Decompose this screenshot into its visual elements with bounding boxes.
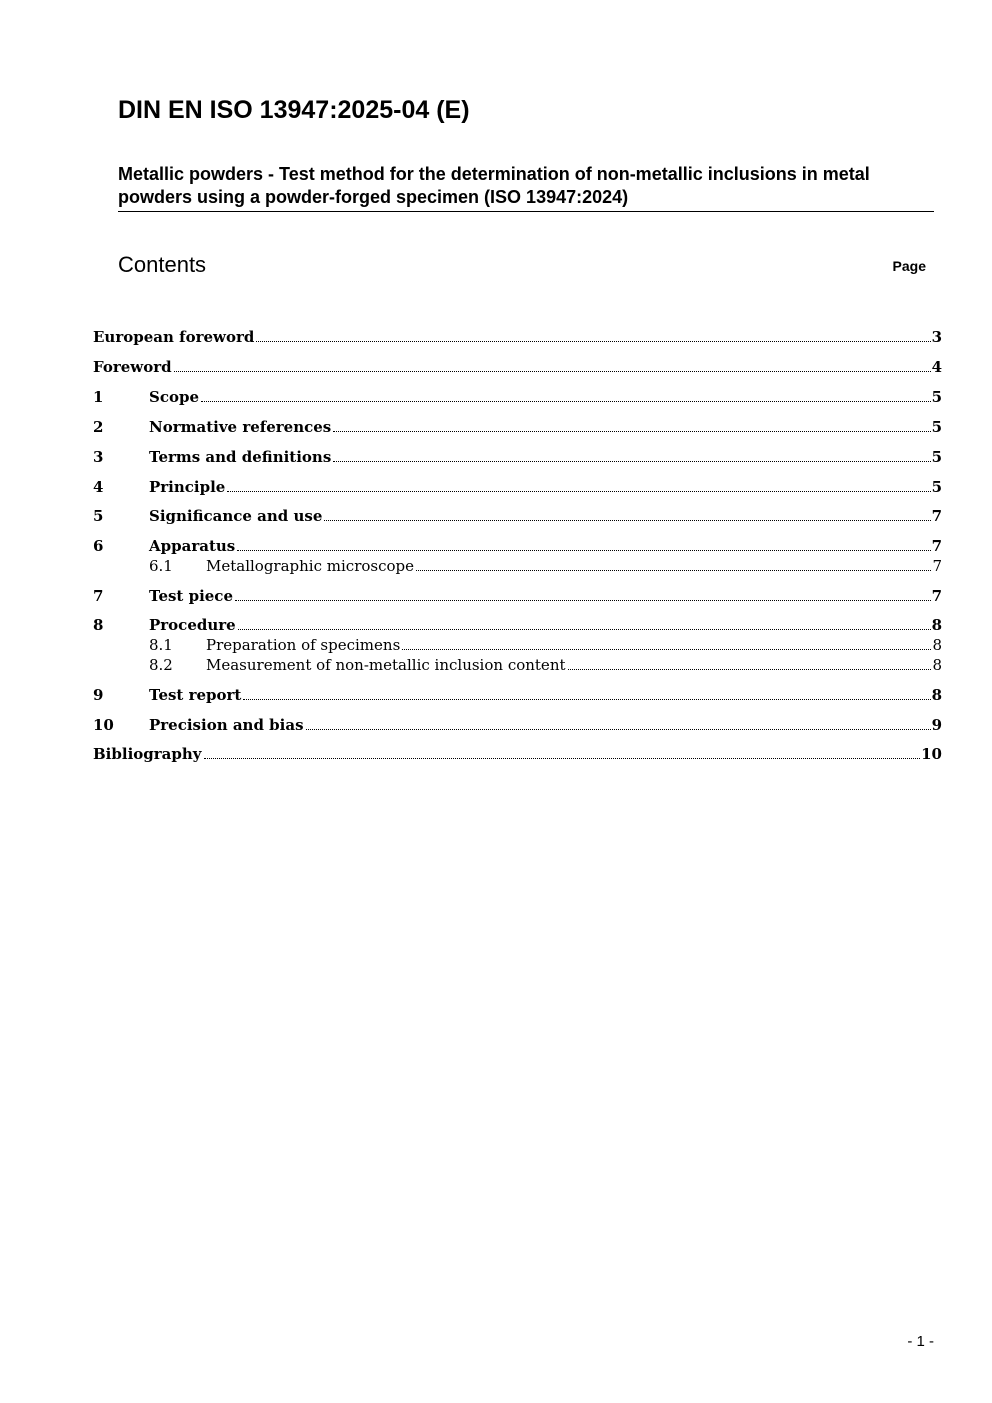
toc-entry[interactable] — [93, 536, 942, 556]
document-header — [118, 94, 934, 207]
toc-dot-leader — [416, 569, 931, 571]
toc-entry-label: Preparation of specimens — [206, 636, 401, 654]
toc-entry[interactable] — [93, 327, 942, 347]
toc-entry[interactable] — [93, 685, 942, 705]
toc-entry-page: 5 — [931, 418, 942, 436]
toc-entry-number: 1 — [93, 388, 104, 406]
toc-entry-page: 8 — [932, 636, 942, 654]
toc-entry[interactable] — [93, 635, 942, 655]
toc-entry[interactable] — [93, 556, 942, 576]
toc-entry[interactable] — [93, 447, 942, 467]
toc-dot-leader — [333, 430, 930, 432]
toc-entry-number: 8.1 — [149, 636, 173, 654]
toc-dot-leader — [256, 340, 930, 342]
toc-dot-leader — [402, 648, 931, 650]
toc-dot-leader — [201, 400, 931, 402]
toc-entry[interactable] — [93, 477, 942, 497]
toc-entry-label: Metallographic microscope — [206, 557, 415, 575]
toc-entry-number: 8 — [93, 616, 104, 634]
toc-entry-label: Precision and bias — [149, 716, 304, 734]
toc-entry[interactable] — [93, 586, 942, 606]
toc-entry-page: 4 — [931, 358, 942, 376]
toc-entry-label: Significance and use — [149, 507, 323, 525]
toc-dot-leader — [235, 599, 931, 601]
toc-dot-leader — [174, 370, 931, 372]
toc-entry-label: Normative references — [149, 418, 332, 436]
toc-entry-page: 9 — [931, 716, 942, 734]
toc-dot-leader — [227, 490, 930, 492]
toc-entry[interactable] — [93, 506, 942, 526]
toc-dot-leader — [204, 757, 921, 759]
toc-dot-leader — [243, 698, 930, 700]
toc-entry[interactable] — [93, 615, 942, 635]
toc-entry[interactable] — [93, 387, 942, 407]
toc-entry-number: 8.2 — [149, 656, 173, 674]
contents-heading: Contents — [118, 252, 207, 277]
toc-entry-page: 8 — [931, 616, 942, 634]
toc-dot-leader — [333, 460, 930, 462]
toc-entry[interactable] — [93, 655, 942, 675]
toc-entry-label: Measurement of non-metallic inclusion content — [206, 656, 566, 674]
toc-entry-label: Bibliography — [93, 745, 202, 763]
toc-dot-leader — [237, 549, 930, 551]
toc-entry-page: 5 — [931, 448, 942, 466]
toc-entry-number: 6.1 — [149, 557, 173, 575]
toc-entry-page: 7 — [932, 557, 942, 575]
toc-entry-number: 10 — [93, 716, 114, 734]
toc-entry-page: 7 — [931, 587, 942, 605]
page-column-heading: Page — [892, 258, 926, 274]
toc-entry-label: Terms and definitions — [149, 448, 332, 466]
toc-entry-label: Apparatus — [149, 537, 236, 555]
toc-entry[interactable] — [93, 417, 942, 437]
toc-entry-label: Principle — [149, 478, 226, 496]
toc-entry[interactable] — [93, 715, 942, 735]
toc-entry-page: 5 — [931, 388, 942, 406]
toc-entry-number: 3 — [93, 448, 104, 466]
document-id: DIN EN ISO 13947:2025-04 (E) — [118, 96, 470, 124]
page-number: - 1 - — [907, 1333, 934, 1350]
toc-entry[interactable] — [93, 357, 942, 377]
toc-dot-leader — [238, 628, 931, 630]
toc-entry-page: 8 — [931, 686, 942, 704]
toc-entry[interactable] — [93, 744, 942, 764]
toc-entry-number: 2 — [93, 418, 104, 436]
toc-entry-label: Scope — [149, 388, 200, 406]
toc-entry-number: 6 — [93, 537, 104, 555]
toc-entry-number: 9 — [93, 686, 104, 704]
toc-entry-page: 10 — [921, 745, 942, 763]
toc-entry-page: 3 — [931, 328, 942, 346]
toc-entry-number: 4 — [93, 478, 104, 496]
toc-entry-label: Test piece — [149, 587, 233, 605]
toc-dot-leader — [324, 519, 930, 521]
toc-entry-page: 7 — [931, 507, 942, 525]
toc-entry-label: European foreword — [93, 328, 255, 346]
toc-entry-page: 5 — [931, 478, 942, 496]
toc-entry-label: Procedure — [149, 616, 236, 634]
toc-entry-label: Foreword — [93, 358, 172, 376]
toc-dot-leader — [568, 668, 932, 670]
toc-entry-number: 5 — [93, 507, 104, 525]
toc-entry-number: 7 — [93, 587, 104, 605]
document-title: Metallic powders - Test method for the determination of non-metallic inclusions in metal powders using a powder-forged specimen (ISO 13947:2024) — [118, 163, 934, 212]
toc-dot-leader — [306, 728, 931, 730]
toc-entry-page: 7 — [931, 537, 942, 555]
toc-entry-label: Test report — [149, 686, 242, 704]
toc-entry-page: 8 — [932, 656, 942, 674]
